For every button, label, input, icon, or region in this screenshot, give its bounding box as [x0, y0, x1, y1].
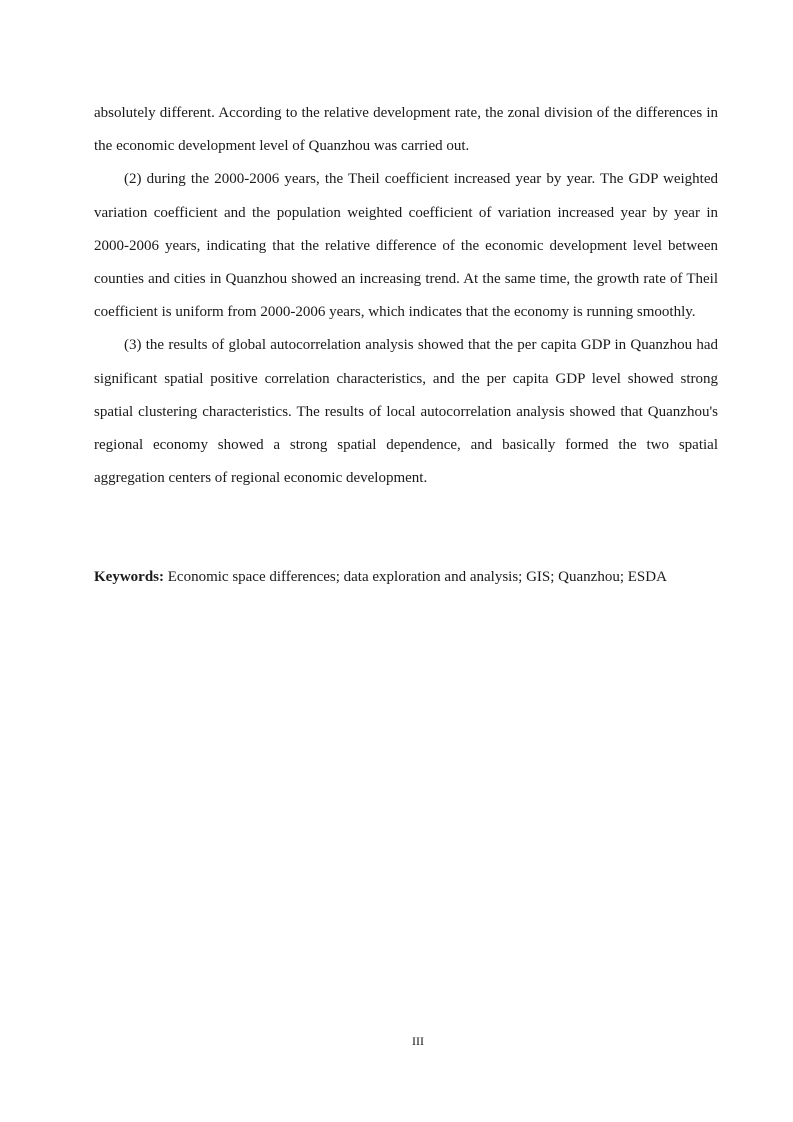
- abstract-paragraph-finding-3: (3) the results of global autocorrelation analysis showed that the per capita GDP in Quanzhou had significant spatial positive correlation characteristics, and the per capita GDP level showed strong spatial clustering characteristics. The results of local autocorrelation analysis showed that Quanzhou's regional economy showed a strong spatial dependence, and basically formed the two spatial aggregation centers of regional economic development.: [94, 337, 718, 487]
- keywords-text: Economic space differences; data exploration and analysis; GIS; Quanzhou; ESDA: [167, 569, 667, 585]
- abstract-paragraph-continuation: absolutely different. According to the relative development rate, the zonal division of the differences in the economic development level of Quanzhou was carried out.: [94, 105, 718, 155]
- page-number: III: [412, 1034, 424, 1048]
- abstract-body: [94, 97, 718, 495]
- abstract-paragraph-finding-2: (2) during the 2000-2006 years, the Theil coefficient increased year by year. The GDP weighted variation coefficient and the population weighted coefficient of variation increased year by year in 2000-2006 years, indicating that the relative difference of the economic development level between counties and cities in Quanzhou showed an increasing trend. At the same time, the growth rate of Theil coefficient is uniform from 2000-2006 years, which indicates that the economy is running smoothly.: [94, 171, 718, 321]
- keywords-line: [94, 564, 724, 590]
- keywords-label: Keywords:: [94, 569, 164, 585]
